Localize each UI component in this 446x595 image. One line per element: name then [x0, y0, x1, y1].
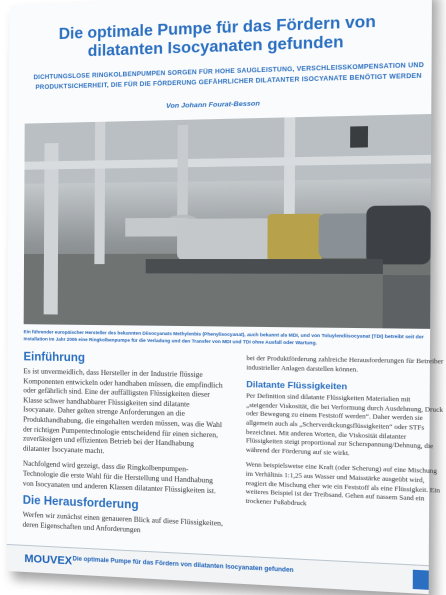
left-column — [23, 351, 225, 546]
right-paragraph-1: bei der Produktförderung zahlreiche Herausforderungen für Betreiber industrieller Anlagen darstellen können. — [246, 354, 444, 374]
heading-challenge: Die Herausforderung — [22, 494, 139, 512]
right-paragraph-2: Per Definition sind dilatante Flüssigkeiten Materialien mit „steigender Viskosität, die bei Verformung durch Ausdehnung, Druck oder Bewegung zu einem Feststoff werden“. Daher werden sie allgemein auch als „Scherverdickungsflüssigkeiten“ oder STFs bezeichnet. Mit anderen Worten, die Viskosität dilatanter Flüssigkeiten steigt proportional zur Scherspannung/Dehnung, die während der Förderung auf sie wirkt. — [245, 392, 444, 458]
intro-paragraph-1: Es ist unvermeidlich, dass Hersteller in der Industrie flüssige Komponenten entwickeln oder handhaben müssen, die empfindlich oder gefährlich sind. Eine der auffälligsten Flüssigkeiten dieser Klasse schwer handhabbarer Flüssigkeiten sind dilatante Isocyanate. Daher gelten strenge Anforderungen an die Produkthandhabung, die eingehalten werden müssen, was die Wahl der richtigen Pumpentechnologie entscheidend für einen sicheren, zuverlässigen und effizienten Betrieb bei der Handhabung dilatanter Isocyanate macht. — [22, 367, 223, 456]
mouvex-logo — [24, 549, 73, 569]
brochure-page — [7, 0, 444, 594]
challenge-paragraph: Werfen wir zunächst einen genaueren Blick auf diese Flüssigkeiten, deren Eigenschaften und Anforderungen — [22, 510, 223, 535]
page-footer — [7, 544, 429, 594]
svg-text:MOUVEX: MOUVEX — [24, 552, 73, 568]
article-title: Die optimale Pumpe für das Fördern von dilatanten Isocyanaten gefunden — [58, 13, 376, 61]
footer-title: Die optimale Pumpe für das Fördern von dilatanten Isocyanaten gefunden — [72, 556, 294, 575]
right-column — [233, 355, 444, 521]
heading-dilatant-fluids: Dilatante Flüssigkeiten — [246, 379, 348, 392]
page-marker — [413, 570, 429, 590]
right-paragraph-3: Wenn beispielsweise eine Kraft (oder Scherung) auf eine Mischung im Verhältnis 1:1,25 aus Wasser und Maisstärke ausgeübt wird, reagiert die Mischung eher wie ein Feststoff als eine Flüssigkeit. Ein weiteres Beispiel ist der Treibsand. Gehen auf nassem Sand ein trockener Fußabdruck — [245, 461, 440, 508]
pump-installation-photo — [24, 114, 432, 329]
intro-paragraph-2: Nachfolgend wird gezeigt, dass die Ringkolbenpumpen-Technologie die erste Wahl für die Herstellung und Handhabung von Isocyanaten und anderen Klassen dilatanter Flüssigkeiten ist. — [22, 459, 216, 495]
pump-illustration — [24, 114, 432, 329]
photo-caption: Ein führender europäischer Hersteller des bekannten Diisocyanats Methylenbis (Phenylisocyanat), auch bekannt als MDI, und von Toluylendiisocyanat (TDI) betreibt seit der Installation im Jahr 2005 eine Ringkolbenpumpe für die Verladung und den Transfer von MDI und TDI ohne Ausfall oder Wartung. — [23, 329, 424, 346]
article-author: Von Johann Fourat-Besson — [166, 100, 260, 110]
article-subtitle: DICHTUNGSLOSE RINGKOLBENPUMPEN SORGEN FÜR HOHE SAUGLEISTUNG, VERSCHLEISSKOMPENSATION UND PRODUKTSICHERHEIT, DIE FÜR DIE FÖRDERUNG GEFÄHRLICHER DILATANTER ISOCYANATE BENÖTIGT WERDEN — [33, 61, 425, 92]
heading-introduction: Einführung — [23, 351, 86, 365]
